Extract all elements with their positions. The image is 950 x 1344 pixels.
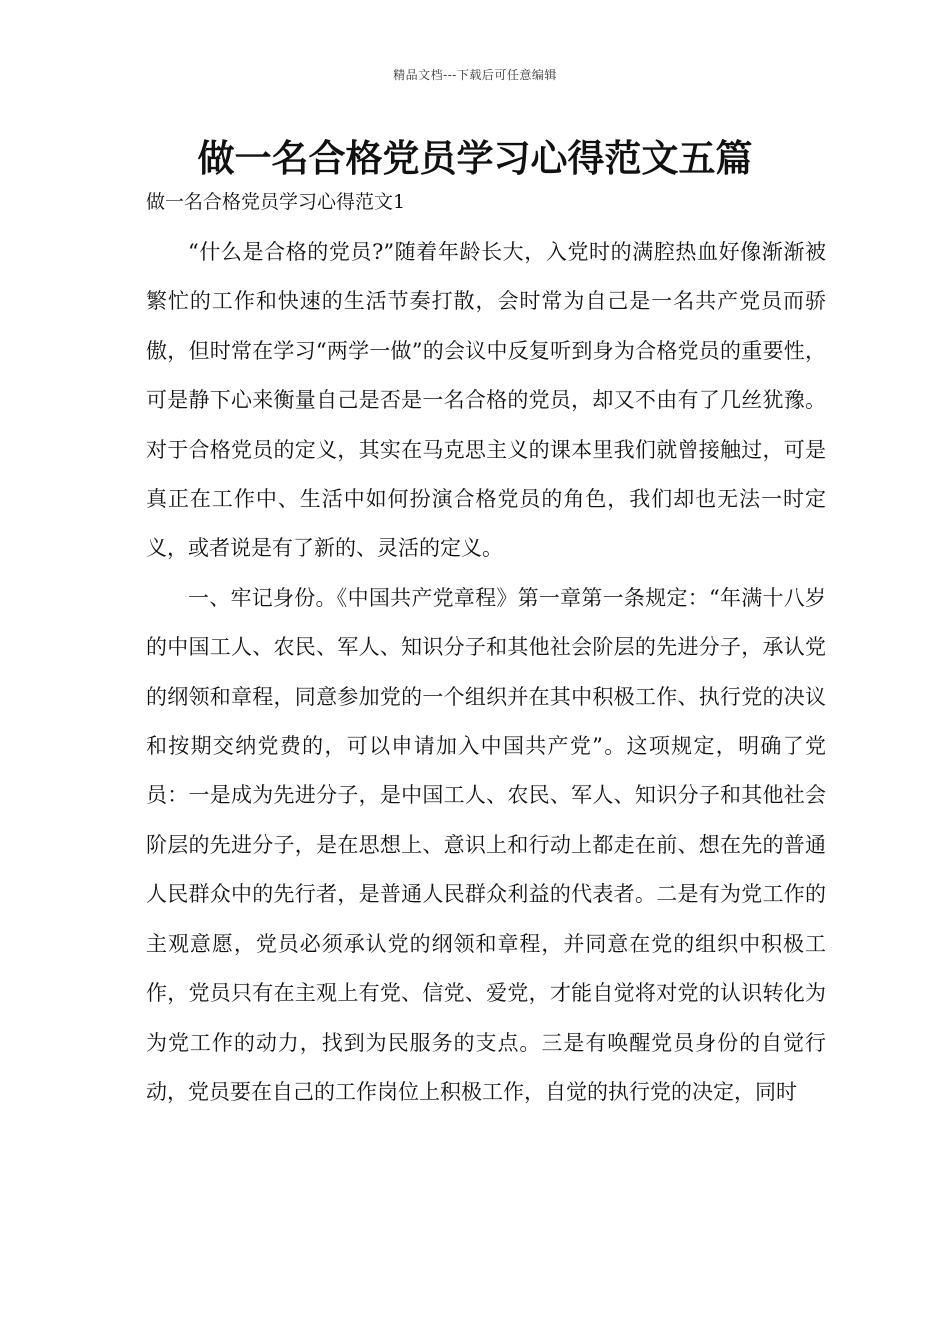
paragraph-2: 一、牢记身份。《中国共产党章程》第一章第一条规定：“年满十八岁的中国工人、农民、军人、知识分子和其他社会阶层的先进分子，承认党的纲领和章程，同意参加党的一个组织并在其中积极工作、执行党的决议和按期交纳党费的，可以申请加入中国共产党”。这项规定，明确了党员：一是成为先进分子，是中国工人、农民、军人、知识分子和其他社会阶层的先进分子，是在思想上、意识上和行动上都走在前、想在先的普通人民群众中的先行者，是普通人民群众利益的代表者。二是有为党工作的主观意愿，党员必须承认党的纲领和章程，并同意在党的组织中积极工作，党员只有在主观上有党、信党、爱党，才能自觉将对党的认识转化为为党工作的动力，找到为民服务的支点。三是有唤醒党员身份的自觉行动，党员要在自己的工作岗位上积极工作，自觉的执行党的决定，同时 (146, 585, 826, 1104)
document-body (146, 228, 826, 1117)
document-subtitle: 做一名合格党员学习心得范文1 (146, 191, 406, 213)
document-title: 做一名合格党员学习心得范文五篇 (197, 137, 753, 180)
paragraph-1: “什么是合格的党员?”随着年龄长大，入党时的满腔热血好像渐渐被繁忙的工作和快速的生活节奏打散，会时常为自己是一名共产党员而骄傲，但时常在学习“两学一做”的会议中反复听到身为合格党员的重要性，可是静下心来衡量自己是否是一名合格的党员，却又不由有了几丝犹豫。对于合格党员的定义，其实在马克思主义的课本里我们就曾接触过，可是真正在工作中、生活中如何扮演合格党员的角色，我们却也无法一时定义，或者说是有了新的、灵活的定义。 (146, 240, 826, 561)
page-header: 精品文档---下载后可任意编辑 (393, 68, 557, 82)
